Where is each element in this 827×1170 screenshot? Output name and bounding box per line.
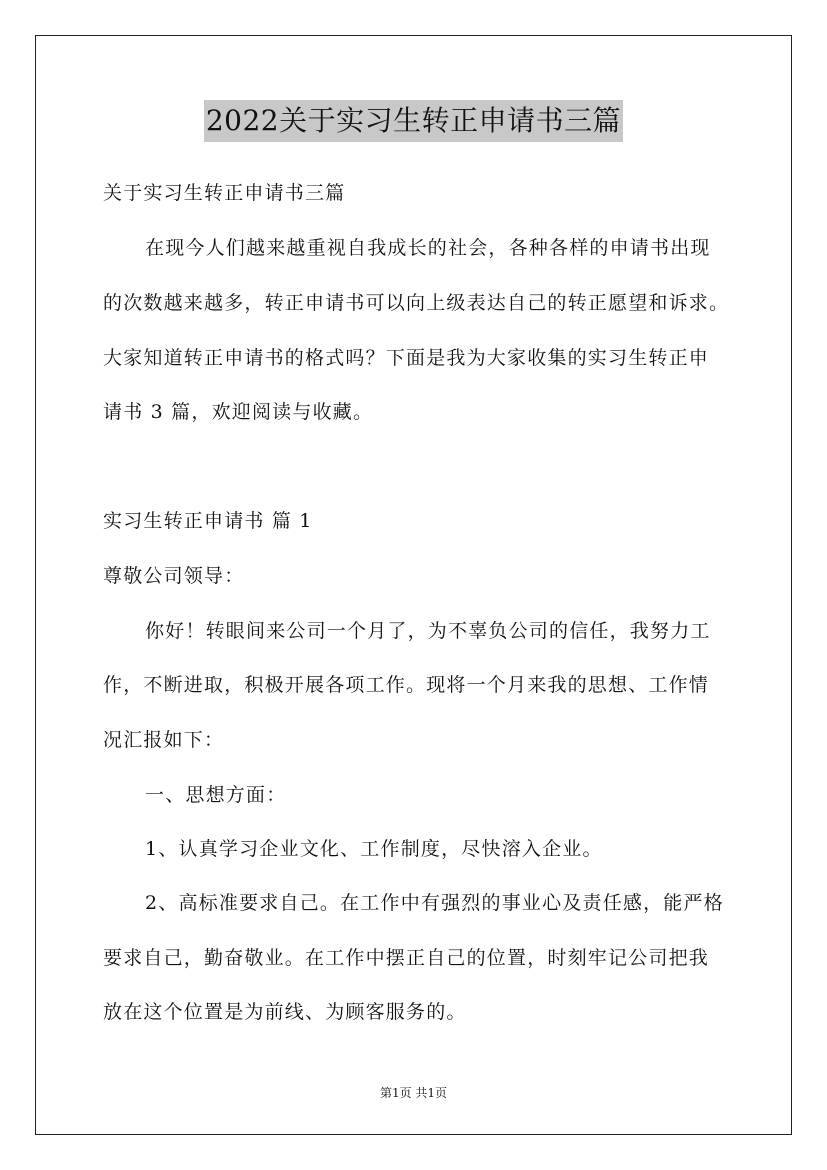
body-paragraph-1-line-1: 你好！转眼间来公司一个月了，为不辜负公司的信任，我努力工 xyxy=(145,620,711,642)
body-paragraph-1-line-3: 况汇报如下： xyxy=(103,729,225,751)
document-title: 2022关于实习生转正申请书三篇 xyxy=(204,100,623,142)
intro-paragraph-line-3: 大家知道转正申请书的格式吗？下面是我为大家收集的实习生转正申 xyxy=(103,347,710,369)
intro-paragraph-line-4: 请书 3 篇，欢迎阅读与收藏。 xyxy=(103,401,374,423)
list-item-2-line-3: 放在这个位置是为前线、为顾客服务的。 xyxy=(103,1001,467,1023)
section-heading: 实习生转正申请书 篇 1 xyxy=(103,510,313,532)
subheading-thought: 一、思想方面： xyxy=(145,784,287,806)
list-item-1: 1、认真学习企业文化、工作制度，尽快溶入企业。 xyxy=(145,838,603,860)
salutation: 尊敬公司领导： xyxy=(103,565,245,587)
title-container xyxy=(0,100,827,142)
intro-paragraph-line-1: 在现今人们越来越重视自我成长的社会，各种各样的申请书出现 xyxy=(145,237,711,259)
subtitle-line: 关于实习生转正申请书三篇 xyxy=(103,182,346,204)
intro-paragraph-line-2: 的次数越来越多，转正申请书可以向上级表达自己的转正愿望和诉求。 xyxy=(103,292,730,314)
page-footer: 第1页 共1页 xyxy=(379,1086,448,1100)
body-paragraph-1-line-2: 作，不断进取，积极开展各项工作。现将一个月来我的思想、工作情 xyxy=(103,674,710,696)
list-item-2-line-2: 要求自己，勤奋敬业。在工作中摆正自己的位置，时刻牢记公司把我 xyxy=(103,947,710,969)
list-item-2-line-1: 2、高标准要求自己。在工作中有强烈的事业心及责任感，能严格 xyxy=(145,892,724,914)
